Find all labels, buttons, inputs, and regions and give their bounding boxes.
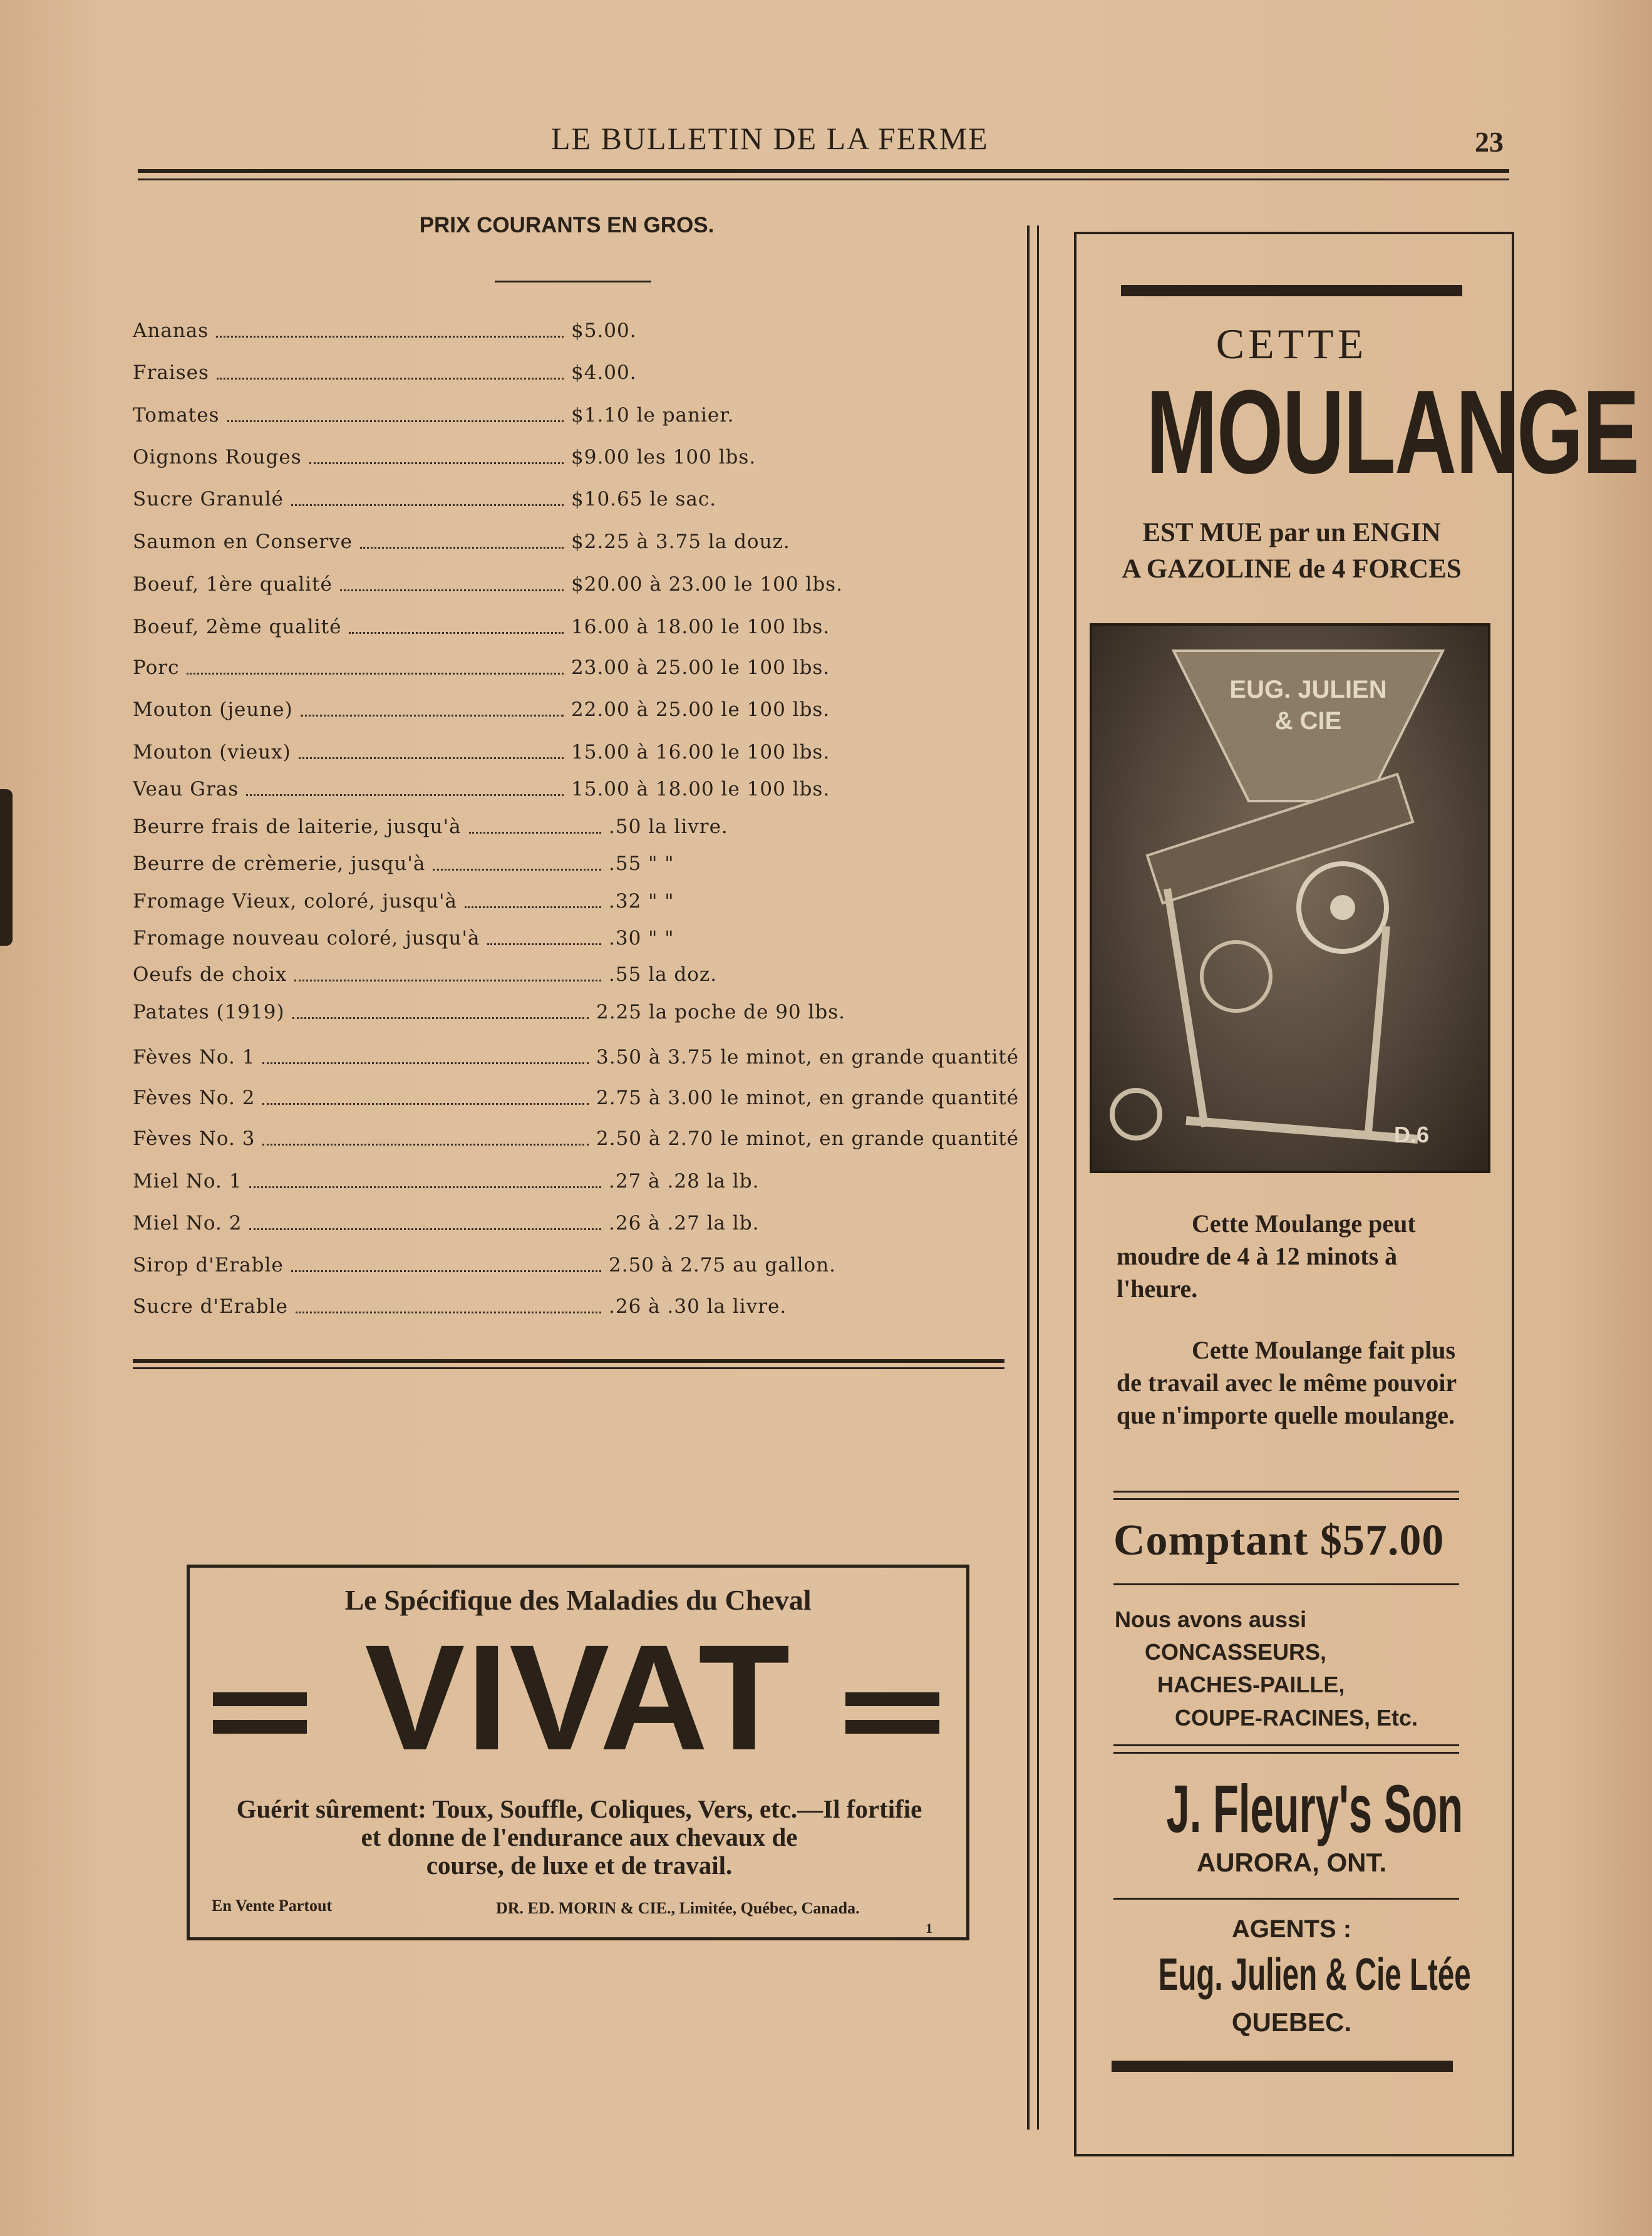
- price-leader-dots: [294, 980, 601, 981]
- ad-rule-4: [1113, 1898, 1459, 1900]
- ad-price: Comptant $57.00: [1113, 1516, 1445, 1565]
- vivat-brand: VIVAT: [364, 1613, 792, 1781]
- price-item-name: Tomates: [133, 404, 220, 427]
- vivat-footer-number: 1: [926, 1920, 932, 1936]
- gear: [1202, 942, 1271, 1011]
- ad-rule-1: [1113, 1491, 1459, 1493]
- ad-rule-3: [1113, 1744, 1459, 1746]
- flywheel-hub: [1330, 895, 1355, 920]
- ad-also-item-2: HACHES-PAILLE,: [1157, 1672, 1345, 1698]
- price-item-value: .27 à .28 la lb.: [609, 1170, 760, 1193]
- price-row: [133, 361, 1009, 393]
- price-row: [133, 890, 1009, 921]
- price-row: [133, 531, 1009, 562]
- price-item-name: Beurre de crèmerie, jusqu'à: [133, 852, 426, 875]
- price-item-value: 2.50 à 2.70 le minot, en grande quantité: [596, 1127, 1020, 1150]
- leg-right: [1368, 926, 1386, 1139]
- base: [1186, 1121, 1418, 1139]
- price-leader-dots: [262, 1144, 589, 1146]
- price-item-name: Fèves No. 3: [133, 1127, 256, 1150]
- price-item-name: Sucre Granulé: [133, 488, 284, 510]
- column-divider: [1027, 225, 1030, 2130]
- ad-rule-3b: [1113, 1752, 1459, 1754]
- price-row: [133, 616, 1009, 647]
- price-row: [133, 698, 1009, 730]
- price-item-value: $10.65 le sac.: [571, 488, 717, 510]
- price-item-value: .55 " ": [609, 852, 674, 875]
- vivat-desc-line1: Guérit sûrement: Toux, Souffle, Coliques, Vers, etc.—Il fortifie: [236, 1794, 922, 1823]
- ad-paragraph-2: Cette Moulange fait plus de travail avec le même pouvoir que n'importe quelle moulange.: [1117, 1336, 1457, 1429]
- ad-headline-small: CETTE: [1216, 320, 1368, 368]
- price-row: [133, 741, 1009, 772]
- price-item-value: 22.00 à 25.00 le 100 lbs.: [571, 698, 830, 721]
- price-row: [133, 815, 1009, 847]
- ad-agents-city: QUEBEC.: [1231, 2007, 1352, 2037]
- image-code: D.6: [1393, 1122, 1430, 1147]
- ad-rule-1b: [1113, 1498, 1459, 1500]
- price-leader-dots: [249, 1186, 601, 1188]
- ad-subhead-line1: EST MUE par un ENGIN: [1142, 518, 1441, 547]
- price-item-name: Fromage nouveau coloré, jusqu'à: [133, 927, 480, 950]
- price-item-value: $9.00 les 100 lbs.: [571, 446, 756, 468]
- price-leader-dots: [249, 1228, 601, 1230]
- ad-also-item-3: COUPE-RACINES, Etc.: [1175, 1704, 1418, 1731]
- price-row: [133, 778, 1009, 809]
- vivat-description: [200, 1795, 958, 1880]
- price-leader-dots: [487, 943, 601, 945]
- ad-rule-2: [1113, 1583, 1459, 1585]
- price-leader-dots: [340, 589, 564, 591]
- price-item-name: Ananas: [133, 319, 209, 342]
- price-item-value: 2.50 à 2.75 au gallon.: [609, 1254, 837, 1276]
- vivat-desc-line3: course, de luxe et de travail.: [426, 1851, 733, 1880]
- grinder-drawing: [1092, 626, 1488, 1171]
- price-item-value: 16.00 à 18.00 le 100 lbs.: [571, 616, 830, 638]
- price-leader-dots: [216, 336, 564, 338]
- price-item-name: Miel No. 2: [133, 1212, 242, 1234]
- vivat-tagline: Le Spécifique des Maladies du Cheval: [344, 1584, 812, 1616]
- price-item-value: $5.00.: [571, 319, 637, 342]
- price-item-name: Fèves No. 2: [133, 1087, 256, 1109]
- price-leader-dots: [291, 504, 564, 506]
- price-leader-dots: [262, 1103, 589, 1105]
- price-leader-dots: [227, 420, 564, 422]
- price-item-name: Oeufs de choix: [133, 963, 287, 986]
- price-leader-dots: [309, 462, 564, 464]
- price-item-value: 2.75 à 3.00 le minot, en grande quantité: [596, 1087, 1020, 1109]
- ad-agents-label: AGENTS :: [1231, 1915, 1352, 1943]
- grinder-illustration: [1090, 623, 1490, 1173]
- leg-left: [1167, 889, 1205, 1127]
- ad-headline-big: MOULANGE: [1146, 366, 1639, 499]
- price-item-name: Boeuf, 2ème qualité: [133, 616, 342, 638]
- price-row: [133, 319, 1009, 351]
- price-item-value: 23.00 à 25.00 le 100 lbs.: [571, 656, 830, 679]
- price-item-name: Miel No. 1: [133, 1170, 242, 1193]
- ad-subhead: [1090, 515, 1494, 587]
- price-item-value: 15.00 à 18.00 le 100 lbs.: [571, 778, 830, 800]
- price-row: [133, 1001, 1009, 1032]
- page-edge-damage: [0, 789, 13, 946]
- price-row: [133, 404, 1009, 435]
- price-row: [133, 1212, 1009, 1243]
- price-item-name: Saumon en Conserve: [133, 531, 353, 553]
- price-item-value: .30 " ": [609, 927, 674, 950]
- price-row: [133, 446, 1009, 477]
- column-divider-2: [1037, 225, 1039, 2130]
- price-item-name: Patates (1919): [133, 1001, 285, 1023]
- price-row: [133, 1295, 1009, 1327]
- price-leader-dots: [433, 869, 601, 871]
- price-item-name: Mouton (jeune): [133, 698, 293, 721]
- image-label-2: & CIE: [1274, 707, 1342, 735]
- price-item-name: Mouton (vieux): [133, 741, 291, 763]
- price-leader-dots: [291, 1270, 601, 1272]
- ad-also-list: [1115, 1603, 1490, 1734]
- price-row: [133, 1170, 1009, 1201]
- price-item-value: $4.00.: [571, 361, 637, 384]
- price-leader-dots: [187, 673, 564, 675]
- vivat-bar-right-bottom: [845, 1720, 939, 1734]
- price-leader-dots: [292, 1017, 589, 1019]
- price-item-name: Fromage Vieux, coloré, jusqu'à: [133, 890, 457, 913]
- price-item-value: .26 à .30 la livre.: [609, 1295, 787, 1318]
- price-row: [133, 963, 1009, 995]
- price-item-value: 3.50 à 3.75 le minot, en grande quantité: [596, 1046, 1020, 1069]
- price-row: [133, 488, 1009, 519]
- vivat-footer-left: En Vente Partout: [212, 1897, 333, 1915]
- price-row: [133, 656, 1009, 688]
- price-row: [133, 1254, 1009, 1285]
- price-row: [133, 573, 1009, 604]
- page-number: 23: [1475, 126, 1504, 158]
- price-row: [133, 927, 1009, 958]
- ad-paragraph-1: Cette Moulange peut moudre de 4 à 12 minots à l'heure.: [1117, 1209, 1416, 1303]
- ad-maker-city: AURORA, ONT.: [1196, 1848, 1387, 1877]
- price-item-value: .26 à .27 la lb.: [609, 1212, 760, 1234]
- price-item-name: Beurre frais de laiterie, jusqu'à: [133, 815, 462, 838]
- price-item-name: Veau Gras: [133, 778, 239, 800]
- ad-bottom-bar: [1112, 2061, 1453, 2072]
- image-label-1: EUG. JULIEN: [1229, 676, 1387, 703]
- header-rule: [138, 169, 1509, 173]
- header-rule-thin: [138, 179, 1509, 180]
- price-leader-dots: [349, 632, 564, 634]
- price-item-value: .55 la doz.: [609, 963, 718, 986]
- vivat-bar-right-top: [845, 1692, 939, 1706]
- price-row: [133, 1046, 1020, 1077]
- ad-subhead-line2: A GAZOLINE de 4 FORCES: [1122, 554, 1462, 584]
- price-leader-dots: [262, 1062, 589, 1064]
- price-item-name: Sirop d'Erable: [133, 1254, 284, 1276]
- price-list-bottom-rule-thin: [133, 1367, 1004, 1369]
- price-item-value: $1.10 le panier.: [571, 404, 735, 427]
- price-leader-dots: [296, 1312, 601, 1313]
- price-item-name: Sucre d'Erable: [133, 1295, 288, 1318]
- price-row: [133, 1127, 1020, 1159]
- price-item-value: .32 " ": [609, 890, 674, 913]
- price-leader-dots: [246, 794, 564, 796]
- price-item-name: Porc: [133, 656, 180, 679]
- price-row: [133, 852, 1009, 884]
- price-title-underline: [495, 281, 651, 282]
- price-item-name: Fèves No. 1: [133, 1046, 256, 1069]
- price-item-value: 2.25 la poche de 90 lbs.: [596, 1001, 846, 1023]
- price-item-value: 15.00 à 16.00 le 100 lbs.: [571, 741, 830, 763]
- price-leader-dots: [217, 378, 564, 380]
- ad-maker: J. Fleury's Son: [1166, 1771, 1464, 1846]
- price-item-value: $20.00 à 23.00 le 100 lbs.: [571, 573, 843, 596]
- price-list-title: PRIX COURANTS EN GROS.: [419, 213, 715, 237]
- price-leader-dots: [299, 757, 564, 759]
- wheel: [1112, 1090, 1160, 1138]
- price-leader-dots: [469, 832, 601, 834]
- price-item-name: Boeuf, 1ère qualité: [133, 573, 333, 596]
- ad-also-item-1: CONCASSEURS,: [1145, 1639, 1327, 1665]
- price-item-value: .50 la livre.: [609, 815, 728, 838]
- price-list-bottom-rule: [133, 1359, 1004, 1363]
- ad-also-intro: Nous avons aussi: [1115, 1607, 1307, 1632]
- price-item-name: Oignons Rouges: [133, 446, 302, 468]
- price-leader-dots: [301, 715, 564, 717]
- vivat-desc-line2: et donne de l'endurance aux chevaux de: [361, 1823, 798, 1852]
- price-row: [133, 1087, 1020, 1118]
- price-leader-dots: [360, 547, 564, 549]
- price-leader-dots: [465, 906, 601, 908]
- header-title: LE BULLETIN DE LA FERME: [551, 121, 989, 156]
- vivat-footer-right: DR. ED. MORIN & CIE., Limitée, Québec, Canada.: [496, 1899, 860, 1917]
- price-item-value: $2.25 à 3.75 la douz.: [571, 531, 790, 553]
- ad-top-bar: [1121, 285, 1462, 296]
- price-item-name: Fraises: [133, 361, 209, 384]
- ad-agents-name: Eug. Julien & Cie Ltée: [1158, 1950, 1471, 2000]
